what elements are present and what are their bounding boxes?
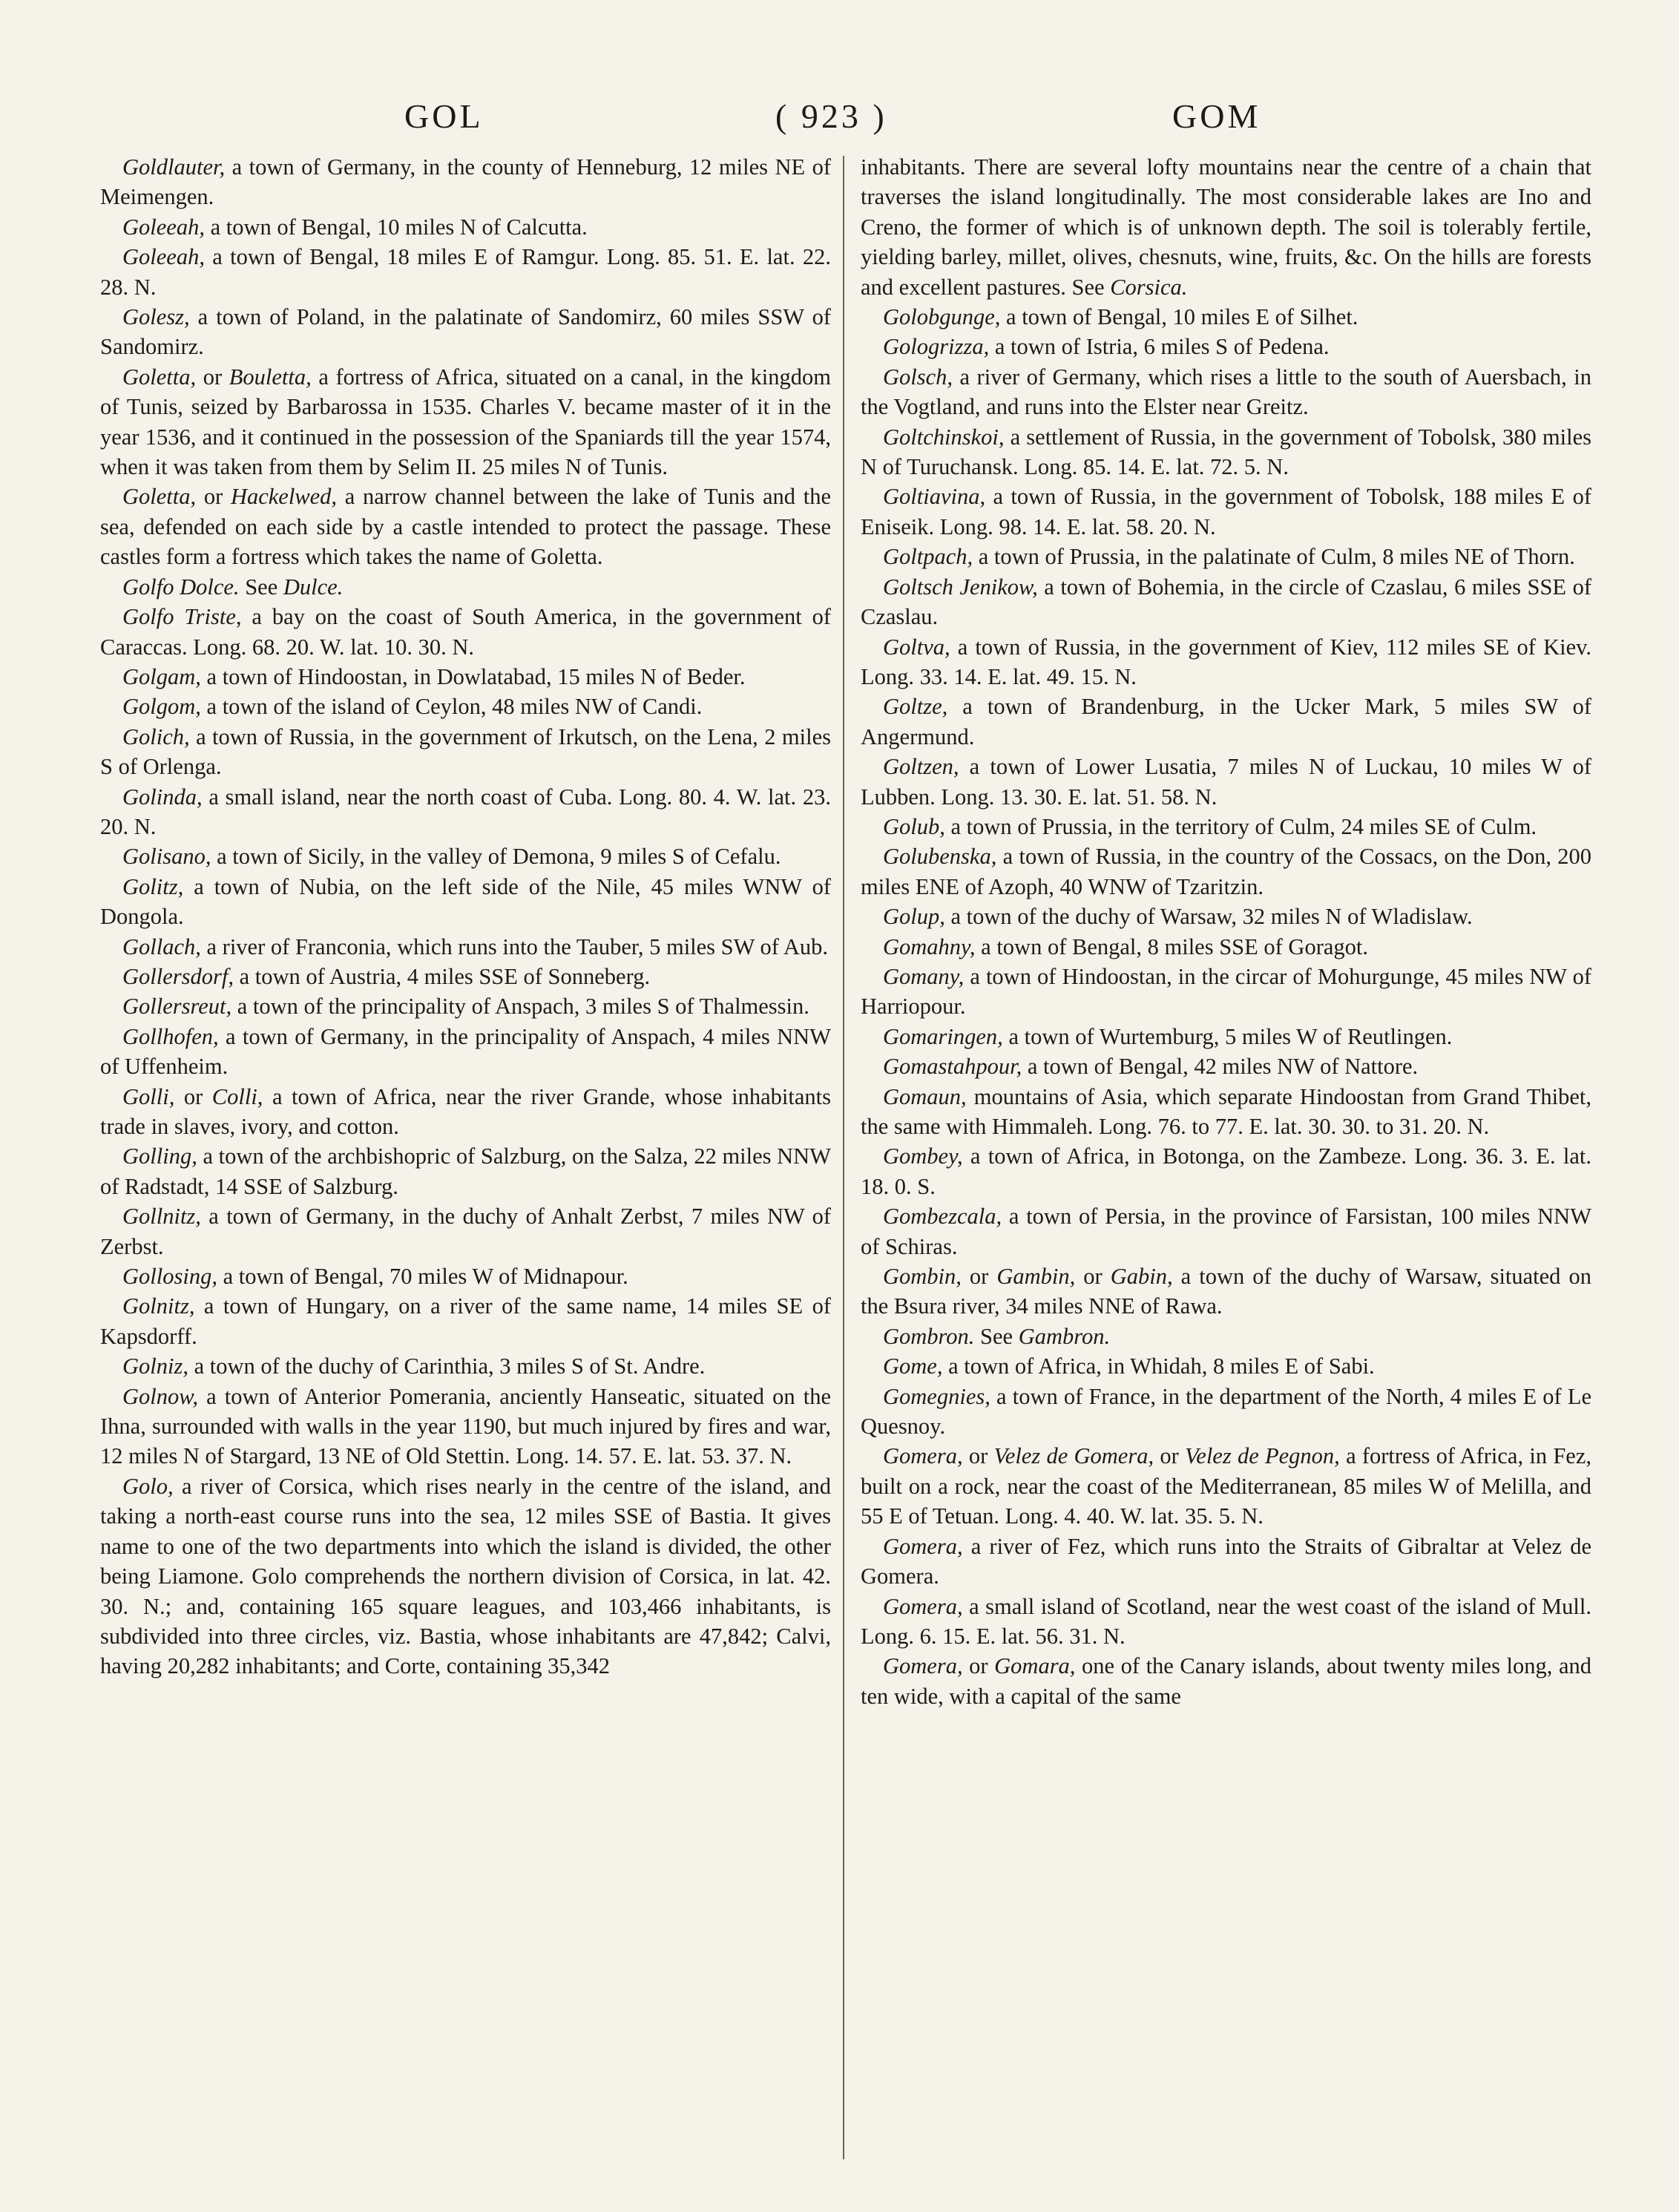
- entry-headword: Gologrizza,: [883, 334, 990, 360]
- entry-headword: Goleeah,: [122, 214, 205, 240]
- entry-headword: Goltiavina,: [883, 484, 986, 510]
- entry-text: a town of Hungary, on a river of the same name, 14 miles SE of Kapsdorff.: [100, 1293, 831, 1349]
- gazetteer-entry: [861, 632, 1591, 692]
- gazetteer-entry: [100, 722, 831, 782]
- entry-text: a town of Poland, in the palatinate of Sandomirz, 60 miles SSW of Sandomirz.: [100, 304, 831, 360]
- entry-text: a town of Russia, in the country of the Cossacs, on the Don, 200 miles ENE of Azoph, 40 WNW of Tzaritzin.: [861, 844, 1591, 899]
- entry-text: a town of Russia, in the government of Kiev, 112 miles SE of Kiev. Long. 33. 14. E. lat. 49. 15. N.: [861, 634, 1591, 689]
- entry-text: one of the Canary islands, about twenty miles long, and ten wide, with a capital of the same: [861, 1653, 1591, 1709]
- gazetteer-entry: [861, 1382, 1591, 1442]
- gazetteer-entry: [861, 1141, 1591, 1201]
- gazetteer-entry: [861, 932, 1591, 962]
- entry-text: a town of Bengal, 10 miles E of Silhet.: [1000, 304, 1358, 330]
- entry-text: or: [962, 1653, 995, 1679]
- entry-headword: Golnitz,: [122, 1293, 195, 1319]
- gazetteer-entry: [861, 812, 1591, 841]
- entry-headword: Goldlauter,: [122, 154, 226, 180]
- entry-text: a river of Fez, which runs into the Straits of Gibraltar at Velez de Gomera.: [861, 1533, 1591, 1589]
- entry-headword: Gomera,: [883, 1653, 963, 1679]
- entry-variant-name: Gomara,: [994, 1653, 1076, 1679]
- entry-text: mountains of Asia, which separate Hindoostan from Grand Thibet, the same with Himmaleh. Long. 76. to 77. E. lat. 30. 30. to 31. 20. N.: [861, 1083, 1591, 1139]
- gazetteer-entry: [861, 572, 1591, 632]
- gazetteer-entry: [861, 1322, 1591, 1351]
- entry-text: a town of Bengal, 70 miles W of Midnapour.: [217, 1264, 628, 1290]
- entry-headword: Gomera,: [883, 1443, 963, 1469]
- column-divider: [843, 156, 844, 2159]
- entry-headword: Golfo Dolce.: [122, 574, 240, 600]
- gazetteer-entry: [100, 962, 831, 991]
- gazetteer-entry: [100, 602, 831, 662]
- entry-text: a town of Anterior Pomerania, anciently Hanseatic, situated on the Ihna, surrounded with walls in the year 1190, but much injured by fires and war, 12 miles N of Stargard, 13 NE of Old Stettin. Long. 14. 57. E. lat. 53. 37. N.: [100, 1383, 831, 1469]
- entry-text: a town of Austria, 4 miles SSE of Sonneberg.: [233, 963, 651, 989]
- entry-text: a settlement of Russia, in the government of Tobolsk, 380 miles N of Turuchansk. Long. 85. 14. E. lat. 72. 5. N.: [861, 424, 1591, 480]
- gazetteer-entry: [861, 1532, 1591, 1592]
- gazetteer-entry: [100, 1382, 831, 1471]
- entry-variant-name: Gambron.: [1018, 1323, 1111, 1349]
- entry-variant-name: Hackelwed,: [230, 484, 338, 510]
- gazetteer-entry: [100, 991, 831, 1021]
- entry-text: a small island of Scotland, near the west coast of the island of Mull. Long. 6. 15. E. lat. 56. 31. N.: [861, 1593, 1591, 1649]
- gazetteer-entry: [861, 902, 1591, 931]
- entry-text: or: [961, 1264, 997, 1290]
- entry-headword: Golo,: [122, 1473, 174, 1499]
- entry-variant-name: Gabin,: [1110, 1264, 1173, 1290]
- entry-text: a river of Germany, which rises a little to the south of Auersbach, in the Vogtland, and runs into the Elster near Greitz.: [861, 364, 1591, 420]
- gazetteer-entry: [861, 692, 1591, 752]
- entry-text: a town of Sicily, in the valley of Demona, 9 miles S of Cefalu.: [211, 844, 781, 870]
- entry-headword: Gomegnies,: [883, 1383, 990, 1409]
- gazetteer-entry: [861, 1651, 1591, 1711]
- gazetteer-entry: [100, 212, 831, 242]
- entry-text: a town of the island of Ceylon, 48 miles NW of Candi.: [200, 694, 703, 720]
- entry-text: a bay on the coast of South America, in the government of Caraccas. Long. 68. 20. W. lat. 10. 30. N.: [100, 604, 831, 660]
- entry-text: a town of Wurtemburg, 5 miles W of Reutlingen.: [1002, 1023, 1453, 1049]
- entry-headword: Gomahny,: [883, 933, 976, 959]
- entry-text: or: [962, 1443, 994, 1469]
- gazetteer-entry: [100, 662, 831, 692]
- entry-text: a town of Africa, in Whidah, 8 miles E of Sabi.: [942, 1353, 1375, 1379]
- entry-text: or: [196, 364, 229, 390]
- entry-text: or: [174, 1083, 212, 1109]
- entry-headword: Gomera,: [883, 1593, 963, 1619]
- entry-headword: Gombezcala,: [883, 1204, 1002, 1230]
- entry-headword: Goltze,: [883, 694, 948, 720]
- entry-headword: Goltzen,: [883, 754, 959, 780]
- entry-text: or: [1075, 1264, 1111, 1290]
- entry-text: a town of the duchy of Carinthia, 3 miles S of St. Andre.: [188, 1353, 706, 1379]
- entry-text: a town of Hindoostan, in Dowlatabad, 15 miles N of Beder.: [200, 663, 746, 689]
- entry-headword: Golisano,: [122, 844, 211, 870]
- entry-headword: Goltva,: [883, 634, 950, 660]
- gazetteer-entry: [100, 1471, 831, 1681]
- entry-headword: Goleeah,: [122, 244, 205, 270]
- gazetteer-entry: [100, 692, 831, 721]
- gazetteer-entry: [100, 242, 831, 302]
- entry-text: a narrow channel between the lake of Tunis and the sea, defended on each side by a castle intended to protect the passage. These castles form a fortress which takes the name of Goletta.: [100, 484, 831, 570]
- gazetteer-entry: [100, 841, 831, 871]
- gazetteer-entry: [861, 1051, 1591, 1081]
- entry-headword: Gollnitz,: [122, 1204, 201, 1230]
- entry-text: a fortress of Africa, in Fez, built on a rock, near the coast of the Mediterranean, 85 miles W of Melilla, and 55 E of Tetuan. Long. 4. 40. W. lat. 35. 5. N.: [861, 1443, 1591, 1529]
- gazetteer-entry: [861, 482, 1591, 542]
- gazetteer-entry: [100, 152, 831, 212]
- entry-text: See: [239, 574, 283, 600]
- entry-headword: Gollosing,: [122, 1264, 217, 1290]
- gazetteer-entry: [100, 872, 831, 932]
- entry-text: See: [974, 1323, 1019, 1349]
- entry-text: inhabitants. There are several lofty mountains near the centre of a chain that traverses the island longitudinally. The most considerable lakes are Ino and Creno, the former of which is of unknown depth. The soil is tolerably fertile, yielding barley, millet, olives, chesnuts, wine, fruits, &c. On the hills are forests and excellent pastures. See: [861, 154, 1591, 300]
- entry-headword: Gollersdorf,: [122, 963, 234, 989]
- gazetteer-entry: [861, 962, 1591, 1022]
- gazetteer-entry: [100, 1291, 831, 1351]
- entry-variant-name: Corsica.: [1110, 274, 1188, 300]
- gazetteer-entry: [100, 1022, 831, 1082]
- gazetteer-entry: [861, 1261, 1591, 1322]
- entry-headword: Gomaun,: [883, 1083, 967, 1109]
- entry-headword: Golnow,: [122, 1383, 198, 1409]
- entry-headword: Gomastahpour,: [883, 1054, 1022, 1080]
- entry-headword: Gollersreut,: [122, 994, 232, 1020]
- entry-headword: Gombin,: [883, 1264, 962, 1290]
- entry-headword: Golesz,: [122, 304, 190, 330]
- entry-headword: Gollach,: [122, 933, 201, 959]
- gazetteer-entry: [100, 1141, 831, 1201]
- entry-text: or: [196, 484, 231, 510]
- entry-text: a town of Hindoostan, in the circar of Mohurgunge, 45 miles NW of Harriopour.: [861, 963, 1591, 1020]
- entry-text: a town of Germany, in the duchy of Anhalt Zerbst, 7 miles NW of Zerbst.: [100, 1204, 831, 1259]
- entry-headword: Golsch,: [883, 364, 953, 390]
- entry-text: a town of Prussia, in the territory of Culm, 24 miles SE of Culm.: [944, 813, 1537, 839]
- entry-headword: Gollhofen,: [122, 1023, 219, 1049]
- entry-text: a town of Prussia, in the palatinate of Culm, 8 miles NE of Thorn.: [973, 544, 1575, 570]
- entry-variant-name: Bouletta,: [229, 364, 312, 390]
- entry-headword: Golfo Triste,: [122, 604, 242, 630]
- entry-text: a town of Bengal, 18 miles E of Ramgur. Long. 85. 51. E. lat. 22. 28. N.: [100, 244, 831, 300]
- entry-headword: Gombron.: [883, 1323, 975, 1349]
- entry-text: a town of the principality of Anspach, 3 miles S of Thalmessin.: [231, 994, 809, 1020]
- gazetteer-entry: [100, 1082, 831, 1142]
- gazetteer-entry: [861, 302, 1591, 332]
- entry-text: a fortress of Africa, situated on a canal, in the kingdom of Tunis, seized by Barbarossa in 1535. Charles V. became master of it in the year 1536, and it continued in the possession of the Spaniards till the year 1574, when it was taken from them by Selim II. 25 miles N of Tunis.: [100, 364, 831, 480]
- gazetteer-entry: [861, 332, 1591, 361]
- entry-text: a town of the duchy of Warsaw, 32 miles N of Wladislaw.: [944, 904, 1473, 930]
- entry-headword: Golich,: [122, 723, 190, 749]
- entry-text: a town of Persia, in the province of Farsistan, 100 miles NNW of Schiras.: [861, 1204, 1591, 1259]
- entry-text: a town of Russia, in the government of Irkutsch, on the Lena, 2 miles S of Orlenga.: [100, 723, 831, 780]
- entry-headword: Gome,: [883, 1353, 943, 1379]
- entry-headword: Golniz,: [122, 1353, 188, 1379]
- entry-text: a town of Germany, in the principality of Anspach, 4 miles NNW of Uffenheim.: [100, 1023, 831, 1080]
- entry-text: a town of Bohemia, in the circle of Czaslau, 6 miles SSE of Czaslau.: [861, 574, 1591, 630]
- entry-text: a small island, near the north coast of Cuba. Long. 80. 4. W. lat. 23. 20. N.: [100, 784, 831, 839]
- gazetteer-entry: [100, 932, 831, 962]
- entry-headword: Golubenska,: [883, 844, 997, 870]
- entry-headword: Golub,: [883, 813, 945, 839]
- entry-headword: Golitz,: [122, 873, 184, 899]
- running-head-left: GOL: [404, 97, 484, 135]
- gazetteer-entry: [100, 1351, 831, 1381]
- gazetteer-entry: [100, 572, 831, 602]
- entry-variant-name: Gambin,: [996, 1264, 1076, 1290]
- gazetteer-entry: [100, 782, 831, 842]
- gazetteer-entry: [100, 302, 831, 362]
- entry-text: a town of the duchy of Warsaw, situated on the Bsura river, 34 miles NNE of Rawa.: [861, 1264, 1591, 1319]
- page-number: ( 923 ): [775, 97, 887, 135]
- gazetteer-entry: [861, 422, 1591, 482]
- entry-text: a river of Corsica, which rises nearly in the centre of the island, and taking a north-east course runs into the sea, 12 miles SSE of Bastia. It gives name to one of the two departments into which the island is divided, the other being Liamone. Golo comprehends the northern division of Corsica, in lat. 42. 30. N.; and, containing 165 square leagues, and 103,466 inhabitants, is subdivided into three circles, viz. Bastia, whose inhabitants are 47,842; Calvi, having 20,282 inhabitants; and Corte, containing 35,342: [100, 1473, 831, 1679]
- page-header: [0, 96, 1679, 148]
- entry-headword: Gombey,: [883, 1143, 963, 1169]
- entry-text: a river of Franconia, which runs into the Tauber, 5 miles SW of Aub.: [200, 933, 828, 959]
- entry-headword: Goltpach,: [883, 544, 973, 570]
- entry-variant-name: Velez de Pegnon,: [1185, 1443, 1340, 1469]
- gazetteer-entry: [861, 1441, 1591, 1531]
- entry-variant-name: Dulce.: [283, 574, 344, 600]
- gazetteer-entry: [861, 152, 1591, 302]
- gazetteer-entry: [861, 1592, 1591, 1652]
- entry-variant-name: Velez de Gomera,: [993, 1443, 1154, 1469]
- entry-headword: Gomera,: [883, 1533, 963, 1559]
- entry-headword: Golup,: [883, 904, 945, 930]
- entry-text: a town of Brandenburg, in the Ucker Mark, 5 miles SW of Angermund.: [861, 694, 1591, 749]
- gazetteer-entry: [861, 1022, 1591, 1051]
- gazetteer-entry: [100, 482, 831, 571]
- entry-headword: Goltchinskoi,: [883, 424, 1005, 450]
- entry-text: a town of Russia, in the government of Tobolsk, 188 miles E of Eniseik. Long. 98. 14. E. lat. 58. 20. N.: [861, 484, 1591, 539]
- gazetteer-entry: [861, 841, 1591, 902]
- gazetteer-entry: [100, 1261, 831, 1291]
- entry-variant-name: Colli,: [211, 1083, 263, 1109]
- entry-headword: Golobgunge,: [883, 304, 1001, 330]
- gazetteer-entry: [100, 1201, 831, 1261]
- entry-text: a town of Bengal, 10 miles N of Calcutta.: [204, 214, 588, 240]
- entry-text: a town of Germany, in the county of Henneburg, 12 miles NE of Meimengen.: [100, 154, 831, 210]
- gazetteer-entry: [861, 542, 1591, 571]
- entry-headword: Gomany,: [883, 963, 965, 989]
- entry-text: a town of Istria, 6 miles S of Pedena.: [989, 334, 1330, 360]
- entry-text: a town of France, in the department of the North, 4 miles E of Le Quesnoy.: [861, 1383, 1591, 1440]
- entry-text: a town of Bengal, 42 miles NW of Nattore.: [1022, 1054, 1419, 1080]
- entry-headword: Goltsch Jenikow,: [883, 574, 1038, 600]
- entry-text: or: [1154, 1443, 1186, 1469]
- entry-text: a town of Lower Lusatia, 7 miles N of Luckau, 10 miles W of Lubben. Long. 13. 30. E. lat. 51. 58. N.: [861, 754, 1591, 810]
- gazetteer-entry: [861, 1351, 1591, 1381]
- entry-headword: Golinda,: [122, 784, 203, 810]
- entry-headword: Goletta,: [122, 364, 197, 390]
- gazetteer-entry: [100, 362, 831, 482]
- entry-headword: Golgam,: [122, 663, 201, 689]
- gazetteer-entry: [861, 1082, 1591, 1142]
- entry-headword: Golli,: [122, 1083, 175, 1109]
- left-column: [100, 152, 831, 2156]
- entry-text: a town of Africa, near the river Grande, whose inhabitants trade in slaves, ivory, and cotton.: [100, 1083, 831, 1139]
- gazetteer-entry: [861, 1201, 1591, 1261]
- entry-headword: Goletta,: [122, 484, 197, 510]
- right-column: [861, 152, 1591, 2156]
- gazetteer-entry: [861, 752, 1591, 812]
- running-head-right: GOM: [1172, 97, 1261, 135]
- entry-text: a town of Africa, in Botonga, on the Zambeze. Long. 36. 3. E. lat. 18. 0. S.: [861, 1143, 1591, 1199]
- entry-headword: Gomaringen,: [883, 1023, 1003, 1049]
- entry-headword: Golgom,: [122, 694, 201, 720]
- entry-text: a town of Nubia, on the left side of the Nile, 45 miles WNW of Dongola.: [100, 873, 831, 930]
- entry-headword: Golling,: [122, 1143, 197, 1169]
- entry-text: a town of the archbishopric of Salzburg, on the Salza, 22 miles NNW of Radstadt, 14 SSE of Salzburg.: [100, 1143, 831, 1199]
- entry-text: a town of Bengal, 8 miles SSE of Goragot.: [975, 933, 1368, 959]
- gazetteer-entry: [861, 362, 1591, 422]
